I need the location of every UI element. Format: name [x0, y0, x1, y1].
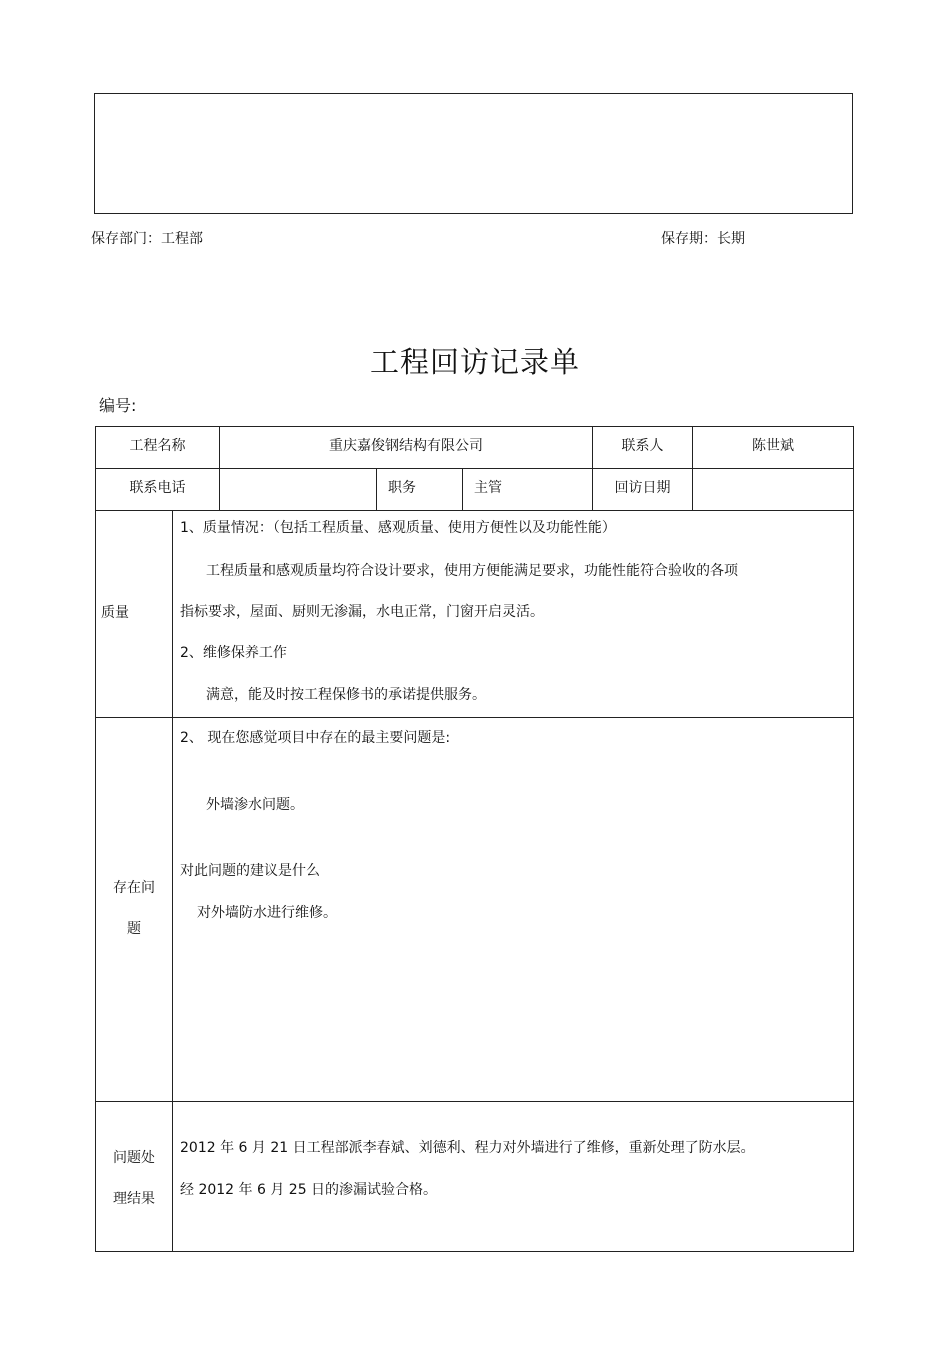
problems-question: 2、 现在您感觉项目中存在的最主要问题是: — [180, 730, 451, 746]
problems-label-line-1: 存在问 — [113, 880, 155, 896]
problems-answer: 外墙渗水问题。 — [206, 797, 304, 813]
contact-value: 陈世斌 — [752, 438, 794, 454]
position-value: 主管 — [474, 480, 502, 496]
contact-label: 联系人 — [621, 438, 664, 454]
serial-number-label: 编号: — [99, 396, 137, 415]
position-label: 职务 — [388, 480, 416, 496]
quality-question-2: 2、维修保养工作 — [180, 645, 287, 661]
storage-dept: 保存部门：工程部 — [91, 231, 203, 247]
quality-answer-1-line-1: 工程质量和感观质量均符合设计要求，使用方便能满足要求，功能性能符合验收的各项 — [206, 563, 738, 579]
project-name-value: 重庆嘉俊钢结构有限公司 — [329, 438, 483, 454]
quality-label: 质量 — [101, 605, 129, 621]
page-title: 工程回访记录单 — [369, 345, 580, 379]
visit-date-label: 回访日期 — [614, 480, 671, 496]
result-label-line-2: 理结果 — [113, 1191, 155, 1207]
phone-label: 联系电话 — [129, 480, 186, 496]
quality-answer-2: 满意，能及时按工程保修书的承诺提供服务。 — [206, 687, 486, 703]
blank-box — [94, 93, 853, 214]
result-label-line-1: 问题处 — [113, 1150, 155, 1166]
storage-period: 保存期：长期 — [661, 231, 745, 247]
suggestion-answer: 对外墙防水进行维修。 — [197, 905, 337, 921]
quality-question-1: 1、质量情况：（包括工程质量、感观质量、使用方便性以及功能性能） — [180, 520, 616, 536]
result-line-2: 经 2012 年 6 月 25 日的渗漏试验合格。 — [180, 1182, 438, 1198]
suggestion-question: 对此问题的建议是什么 — [180, 863, 320, 879]
problems-label-line-2: 题 — [127, 921, 141, 937]
quality-answer-1-line-2: 指标要求，屋面、厨则无渗漏，水电正常，门窗开启灵活。 — [180, 604, 544, 620]
project-name-label: 工程名称 — [129, 438, 186, 454]
result-line-1: 2012 年 6 月 21 日工程部派李春斌、刘德利、程力对外墙进行了维修，重新处理了防水层。 — [180, 1140, 755, 1156]
